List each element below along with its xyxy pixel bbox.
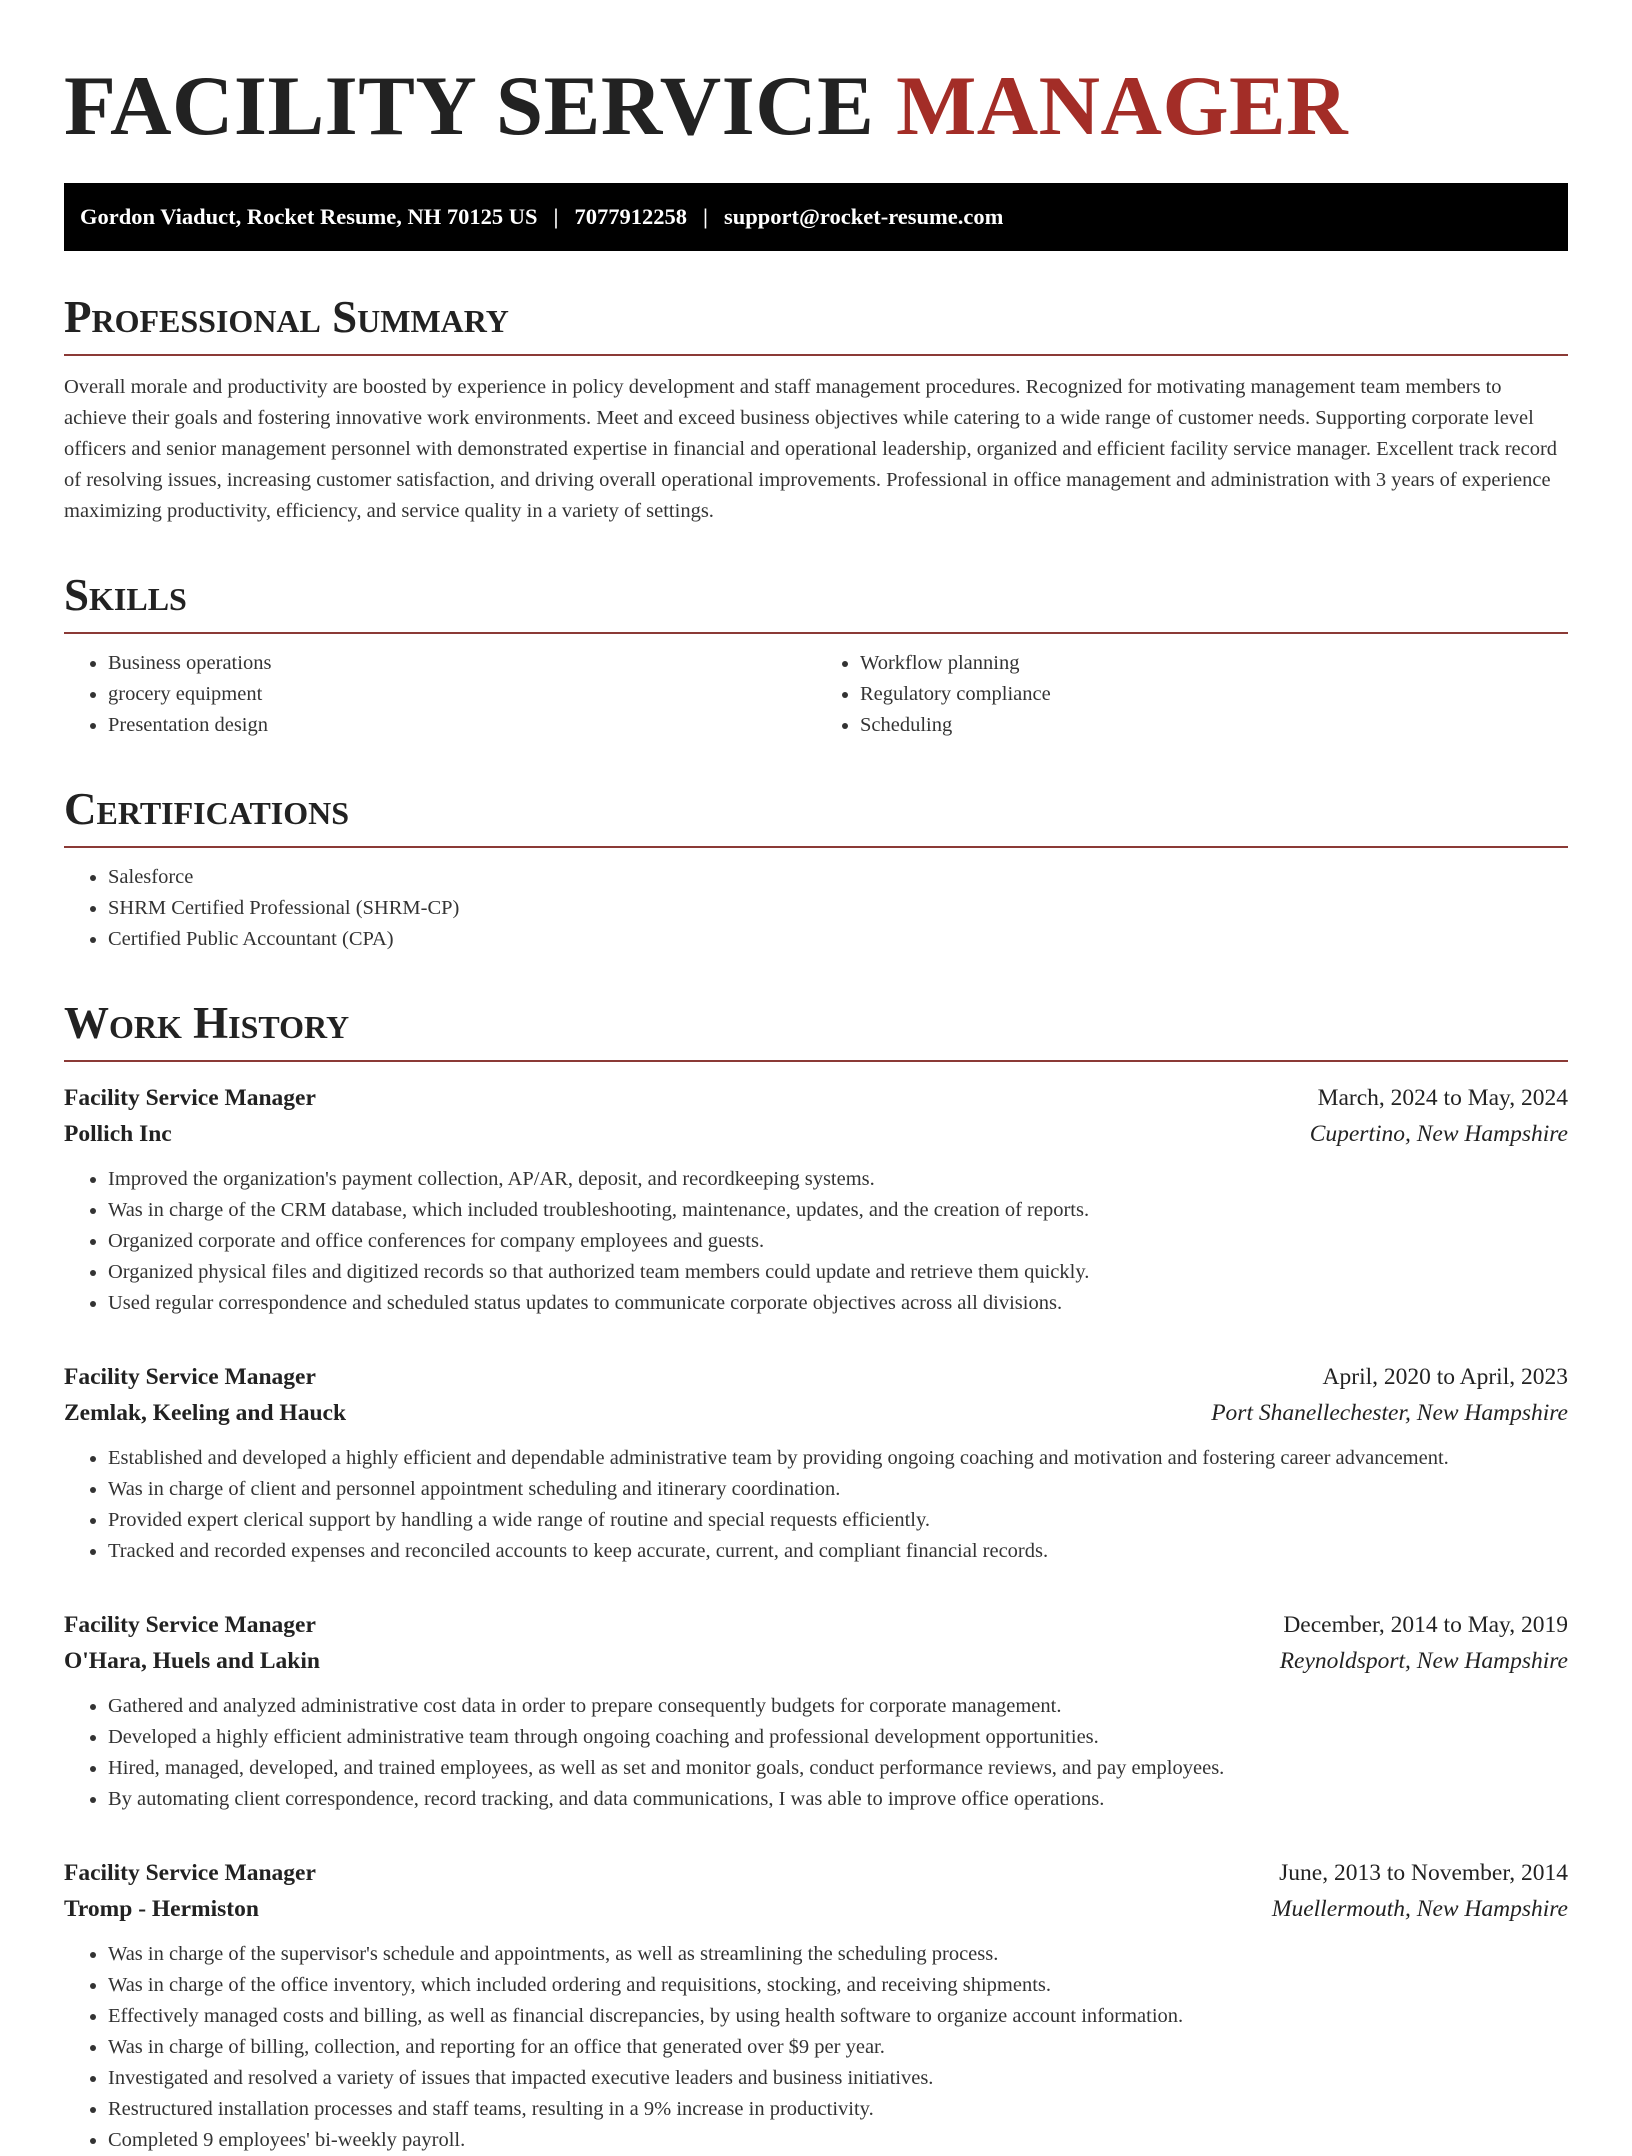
certifications-heading: Certifications [64,787,1568,848]
job-bullet: • Organized corporate and office conferences for company employees and guests. [108,1226,1568,1257]
job-entry [64,1359,1568,1567]
skill-item: • grocery equipment [108,679,816,710]
job-dates: April, 2020 to April, 2023 [1322,1364,1568,1390]
job-bullet: • Developed a highly efficient administrative team through ongoing coaching and professional development opportunities. [108,1722,1568,1753]
job-header-row [64,1080,1568,1116]
job-company-row [64,1891,1568,1927]
job-bullet: • Was in charge of client and personnel appointment scheduling and itinerary coordination. [108,1474,1568,1505]
job-bullets [64,1939,1568,2156]
job-bullet: • Tracked and recorded expenses and reconciled accounts to keep accurate, current, and compliant financial records. [108,1536,1568,1567]
job-location: Port Shanellechester, New Hampshire [1211,1400,1568,1426]
contact-address: Gordon Viaduct, Rocket Resume, NH 70125 US [80,204,538,229]
summary-section [64,292,1568,527]
job-bullet: • Effectively managed costs and billing, as well as financial discrepancies, by using health software to organize account information. [108,2001,1568,2032]
skills-list-right [816,648,1568,741]
title-accent: MANAGER [896,59,1349,153]
job-location: Muellermouth, New Hampshire [1271,1896,1568,1922]
certifications-list [64,862,1568,955]
contact-email: support@rocket-resume.com [723,204,1004,229]
job-bullet: • Restructured installation processes and staff teams, resulting in a 9% increase in productivity. [108,2094,1568,2125]
work-history-section [64,998,1568,2156]
job-dates: March, 2024 to May, 2024 [1317,1085,1568,1111]
certifications-section [64,784,1568,955]
job-company: O'Hara, Huels and Lakin [64,1648,320,1674]
job-title: Facility Service Manager [64,1364,316,1390]
job-company-row [64,1116,1568,1152]
job-header-row [64,1359,1568,1395]
skills-section [64,570,1568,741]
title-main: FACILITY SERVICE [64,59,875,153]
job-title: Facility Service Manager [64,1860,316,1886]
job-header-row [64,1855,1568,1891]
job-header-row [64,1607,1568,1643]
job-title: Facility Service Manager [64,1612,316,1638]
summary-heading: Professional Summary [64,295,1568,356]
job-bullet: • Used regular correspondence and scheduled status updates to communicate corporate objectives across all divisions. [108,1288,1568,1319]
job-bullet: • Hired, managed, developed, and trained employees, as well as set and monitor goals, conduct performance reviews, and pay employees. [108,1753,1568,1784]
resume-title [64,59,1568,153]
job-bullet: • Was in charge of the office inventory, which included ordering and requisitions, stocking, and receiving shipments. [108,1970,1568,2001]
contact-bar [64,183,1568,251]
skill-item: • Presentation design [108,710,816,741]
certification-item: • SHRM Certified Professional (SHRM-CP) [108,893,1568,924]
job-bullet: • Provided expert clerical support by handling a wide range of routine and special requests efficiently. [108,1505,1568,1536]
contact-separator: | [553,204,559,229]
work-history-heading: Work History [64,1001,1568,1062]
skills-list-left [64,648,816,741]
job-bullet: • Investigated and resolved a variety of issues that impacted executive leaders and business initiatives. [108,2063,1568,2094]
job-company: Pollich Inc [64,1121,172,1147]
skill-item: • Business operations [108,648,816,679]
job-company-row [64,1395,1568,1431]
job-bullet: • Organized physical files and digitized records so that authorized team members could update and retrieve them quickly. [108,1257,1568,1288]
skill-item: • Scheduling [860,710,1568,741]
job-location: Cupertino, New Hampshire [1309,1121,1568,1147]
job-entry [64,1607,1568,1815]
summary-text: Overall morale and productivity are boosted by experience in policy development and staff management procedures. Recognized for motivating management team members to achieve their goals and fostering innovative work environments. Meet and exceed business objectives while catering to a wide range of customer needs. Supporting corporate level officers and senior management personnel with demonstrated expertise in financial and operational leadership, organized and efficient facility service manager. Excellent track record of resolving issues, increasing customer satisfaction, and driving overall operational improvements. Professional in office management and administration with 3 years of experience maximizing productivity, efficiency, and service quality in a variety of settings. [64,376,1558,522]
job-company: Zemlak, Keeling and Hauck [64,1400,347,1426]
job-bullet: • Established and developed a highly efficient and dependable administrative team by providing ongoing coaching and motivation and fostering career advancement. [108,1443,1568,1474]
job-company: Tromp - Hermiston [64,1896,259,1922]
job-bullet: • Improved the organization's payment collection, AP/AR, deposit, and recordkeeping systems. [108,1164,1568,1195]
job-dates: December, 2014 to May, 2019 [1283,1612,1568,1638]
job-bullet: • Was in charge of the CRM database, which included troubleshooting, maintenance, updates, and the creation of reports. [108,1195,1568,1226]
job-bullet: • Gathered and analyzed administrative cost data in order to prepare consequently budgets for corporate management. [108,1691,1568,1722]
job-bullet: • Was in charge of the supervisor's schedule and appointments, as well as streamlining the scheduling process. [108,1939,1568,1970]
job-company-row [64,1643,1568,1679]
skill-item: • Workflow planning [860,648,1568,679]
skills-heading: Skills [64,573,1568,634]
job-bullets [64,1443,1568,1567]
job-bullet: • Completed 9 employees' bi-weekly payroll. [108,2125,1568,2156]
job-bullet: • Was in charge of billing, collection, and reporting for an office that generated over $9 per year. [108,2032,1568,2063]
certification-item: • Certified Public Accountant (CPA) [108,924,1568,955]
job-bullets [64,1691,1568,1815]
skills-grid [64,648,1568,741]
job-entry [64,1080,1568,1319]
job-dates: June, 2013 to November, 2014 [1279,1860,1568,1886]
job-entry [64,1855,1568,2156]
job-bullet: • By automating client correspondence, record tracking, and data communications, I was able to improve office operations. [108,1784,1568,1815]
job-location: Reynoldsport, New Hampshire [1279,1648,1568,1674]
certification-item: • Salesforce [108,862,1568,893]
contact-phone: 7077912258 [574,204,687,229]
job-bullets [64,1164,1568,1319]
skill-item: • Regulatory compliance [860,679,1568,710]
contact-separator: | [702,204,708,229]
job-title: Facility Service Manager [64,1085,316,1111]
